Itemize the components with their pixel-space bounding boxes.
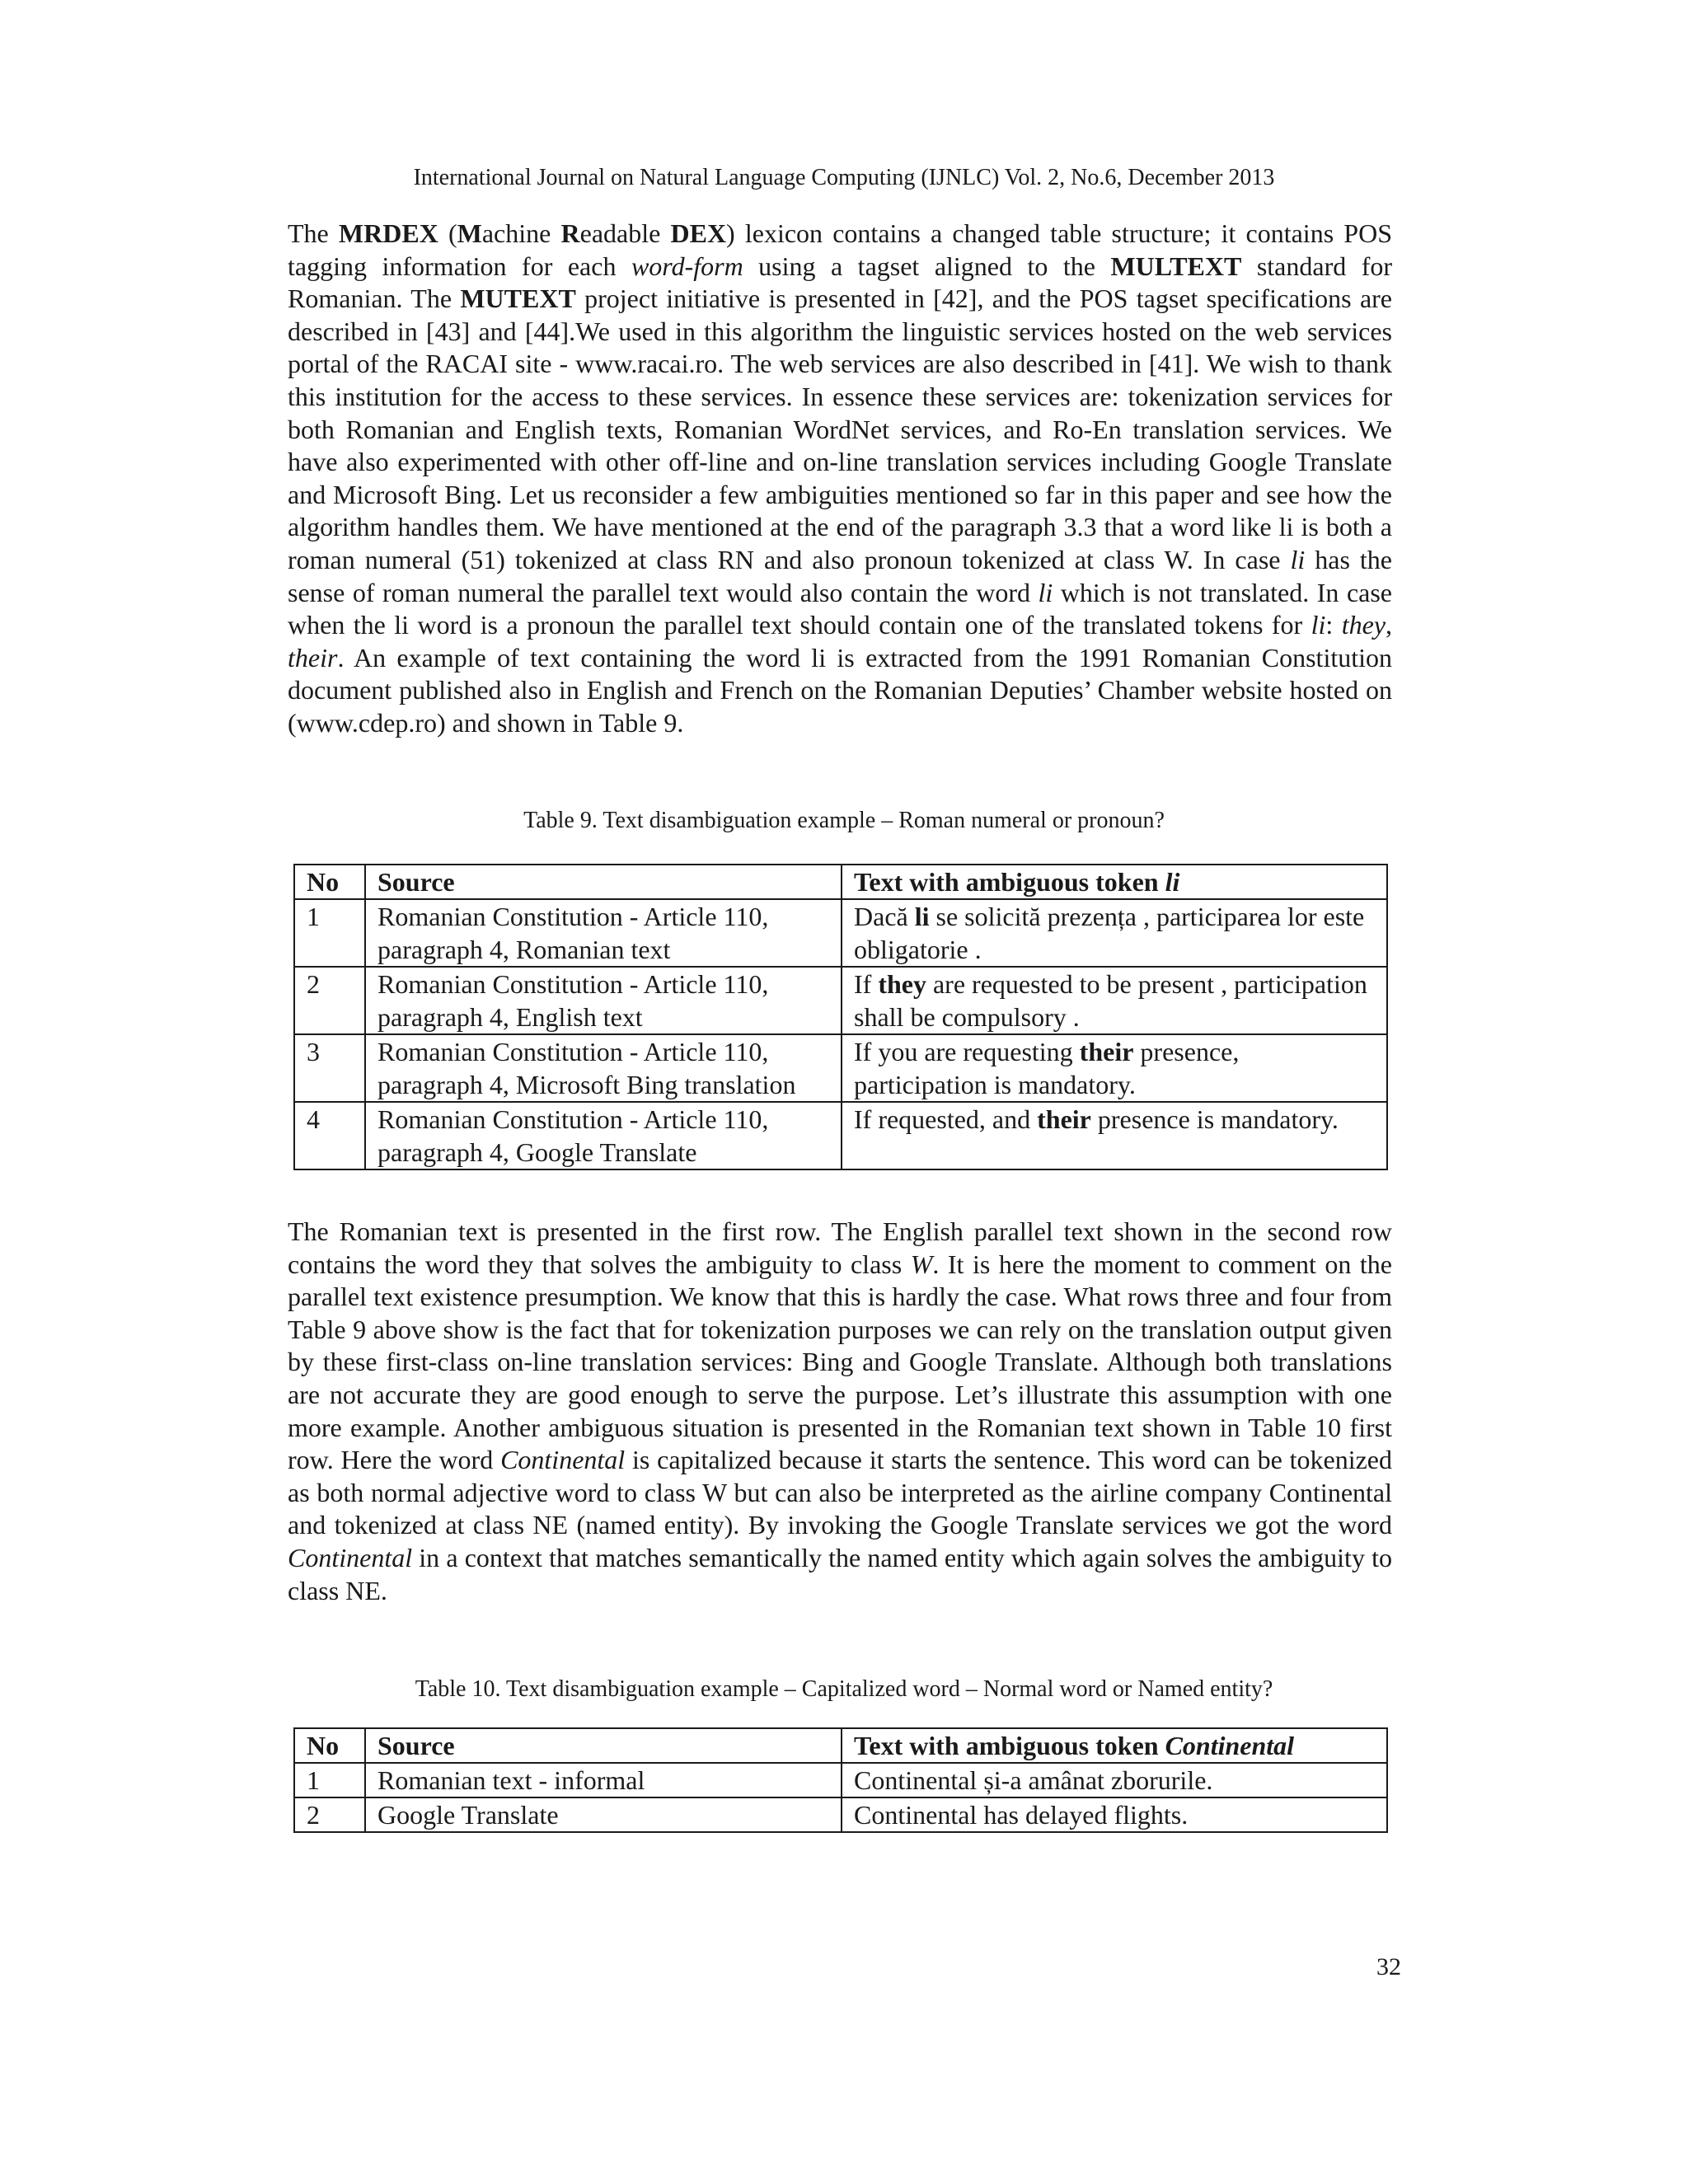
cell-text (842, 899, 1387, 967)
page-number: 32 (1376, 1953, 1401, 1980)
cell-no (294, 1763, 365, 1797)
text-run: Google Translate (377, 1800, 559, 1830)
text-run: are requested to be present , participation shall be compulsory . (854, 969, 1367, 1032)
italic-run: Continental (1165, 1731, 1295, 1760)
text-run: No (307, 867, 340, 897)
bold-run: M (457, 218, 482, 248)
text-run: Romanian text - informal (377, 1765, 645, 1795)
cell-text (842, 1102, 1387, 1169)
bold-run: their (1079, 1037, 1134, 1066)
text-run: standard for Romanian. The (288, 251, 1393, 314)
italic-run: li (1290, 544, 1306, 574)
text-run: achine (481, 218, 561, 248)
table-10-caption: Table 10. Text disambiguation example – Capitalized word – Normal word or Named entity? (415, 1676, 1273, 1702)
text-run: 4 (307, 1104, 320, 1134)
cell-source (365, 1034, 842, 1102)
text-run: eadable (579, 218, 671, 248)
text-run: 2 (307, 969, 320, 999)
bold-run: DEX (670, 218, 727, 248)
cell-no (294, 1034, 365, 1102)
table-row (294, 967, 1387, 1034)
cell-text (842, 1763, 1387, 1797)
text-run: Romanian Constitution - Article 110, paragraph 4, Google Translate (377, 1104, 769, 1167)
cell-no (294, 967, 365, 1034)
cell-source (365, 1797, 842, 1832)
text-run: Source (377, 1731, 455, 1760)
italic-run: their (288, 642, 338, 673)
table-row (294, 1763, 1387, 1797)
text-run: The (288, 218, 339, 248)
cell-text (842, 1797, 1387, 1832)
header-cell-text (842, 1728, 1387, 1763)
italic-run: they (1341, 610, 1386, 640)
bold-run: MRDEX (338, 218, 438, 248)
text-run: using a tagset aligned to the (743, 251, 1111, 281)
text-run: se solicită prezența , participarea lor este obligatorie . (854, 902, 1365, 964)
cell-source (365, 967, 842, 1034)
table-row (294, 1102, 1387, 1169)
italic-run: li (1038, 577, 1053, 607)
header-cell-no (294, 1728, 365, 1763)
text-run: Continental has delayed flights. (854, 1800, 1189, 1830)
text-run: Dacă (854, 902, 915, 931)
text-run: Source (377, 867, 455, 897)
text-run: ) lexicon contains a changed table structure; it contains POS tagging information for each (288, 218, 1393, 281)
header-cell-text (842, 865, 1387, 899)
body-paragraph-1 (288, 218, 1392, 740)
text-run: 1 (307, 1765, 320, 1795)
table-header-row (294, 865, 1387, 899)
text-run: If (854, 969, 879, 999)
cell-no (294, 1102, 365, 1169)
cell-source (365, 899, 842, 967)
text-run: Romanian Constitution - Article 110, paragraph 4, Microsoft Bing translation (377, 1037, 796, 1099)
table-10 (293, 1727, 1388, 1833)
italic-run: Continental (500, 1445, 626, 1475)
header-cell-source (365, 865, 842, 899)
italic-run: Continental (288, 1542, 413, 1572)
table-9-caption: Table 9. Text disambiguation example – Roman numeral or pronoun? (523, 808, 1165, 833)
text-run: is capitalized because it starts the sentence. This word can be tokenized as both normal adjective word to class W but can also be interpreted as the airline company Continental and tokenized at class NE (named entity). By invoking the Google Translate services we got the word (288, 1445, 1393, 1540)
bold-run: li (914, 902, 930, 931)
cell-text (842, 1034, 1387, 1102)
text-run: If requested, and (854, 1104, 1038, 1134)
bold-run: their (1037, 1104, 1091, 1134)
text-run: project initiative is presented in [42], and the POS tagset specifications are described in [43] and [44].We used in this algorithm the linguistic services hosted on the web services portal of the RACAI site - www.racai.ro. The web services are also described in [41]. We wish to thank this institution for the access to these services. In essence these services are: tokenization services for both Romanian and English texts, Romanian WordNet services, and Ro-En translation services. We have also experimented with other off-line and on-line translation services including Google Translate and Microsoft Bing. Let us reconsider a few ambiguities mentioned so far in this paper and see how the algorithm handles them. We have mentioned at the end of the paragraph 3.3 that a word like li is both a roman numeral (51) tokenized at class RN and also pronoun tokenized at class W. In case (288, 284, 1393, 574)
text-run: No (307, 1731, 340, 1760)
text-run: presence is mandatory. (1090, 1104, 1339, 1134)
text-run: , (1386, 610, 1393, 640)
text-run: Romanian Constitution - Article 110, paragraph 4, Romanian text (377, 902, 769, 964)
text-run: presence, participation is mandatory. (854, 1037, 1240, 1099)
text-run: 1 (307, 902, 320, 931)
text-run: Text with ambiguous token (854, 1731, 1165, 1760)
text-run: . It is here the moment to comment on the parallel text existence presumption. We know that this is hardly the case. What rows three and four from Table 9 above show is the fact that for tokenization purposes we can rely on the translation output given by these first-class on-line translation services: Bing and Google Translate. Although both translations are not accurate they are good enough to serve the purpose. Let’s illustrate this assumption with one more example. Another ambiguous situation is presented in the Romanian text shown in Table 10 first row. Here the word (288, 1249, 1393, 1475)
text-run: : (1325, 610, 1342, 640)
italic-run: li (1311, 610, 1326, 640)
cell-source (365, 1102, 842, 1169)
cell-text (842, 967, 1387, 1034)
italic-run: li (1165, 867, 1180, 897)
text-run: Text with ambiguous token (854, 867, 1165, 897)
text-run: The Romanian text is presented in the first row. The English parallel text shown in the second row contains the word they that solves the ambiguity to class (288, 1216, 1392, 1279)
text-run: in a context that matches semantically the named entity which again solves the ambiguity to class NE. (288, 1542, 1392, 1605)
italic-run: W (910, 1249, 933, 1279)
table-9 (293, 864, 1388, 1170)
bold-run: R (560, 218, 580, 248)
text-run: 3 (307, 1037, 320, 1066)
running-header: International Journal on Natural Language Computing (IJNLC) Vol. 2, No.6, December 2013 (413, 165, 1275, 190)
text-run: Continental și-a amânat zborurile. (854, 1765, 1213, 1795)
text-run: has the sense of roman numeral the parallel text would also contain the word (288, 544, 1393, 607)
text-run: 2 (307, 1800, 320, 1830)
cell-source (365, 1763, 842, 1797)
bold-run: they (878, 969, 926, 999)
table-row (294, 1034, 1387, 1102)
text-run: If you are requesting (854, 1037, 1080, 1066)
text-run: which is not translated. In case when the li word is a pronoun the parallel text should contain one of the translated tokens for (288, 577, 1393, 640)
text-run: Romanian Constitution - Article 110, paragraph 4, English text (377, 969, 769, 1032)
text-run: ( (438, 218, 457, 248)
bold-run: MULTEXT (1110, 251, 1242, 281)
text-run: . An example of text containing the word li is extracted from the 1991 Romanian Constitution document published also in English and French on the Romanian Deputies’ Chamber website hosted on (www.cdep.ro) and shown in Table 9. (288, 642, 1392, 738)
italic-run: word-form (631, 251, 743, 281)
cell-no (294, 1797, 365, 1832)
body-paragraph-2 (288, 1216, 1392, 1607)
header-cell-no (294, 865, 365, 899)
table-row (294, 899, 1387, 967)
table-header-row (294, 1728, 1387, 1763)
header-cell-source (365, 1728, 842, 1763)
table-row (294, 1797, 1387, 1832)
cell-no (294, 899, 365, 967)
bold-run: MUTEXT (460, 284, 576, 314)
